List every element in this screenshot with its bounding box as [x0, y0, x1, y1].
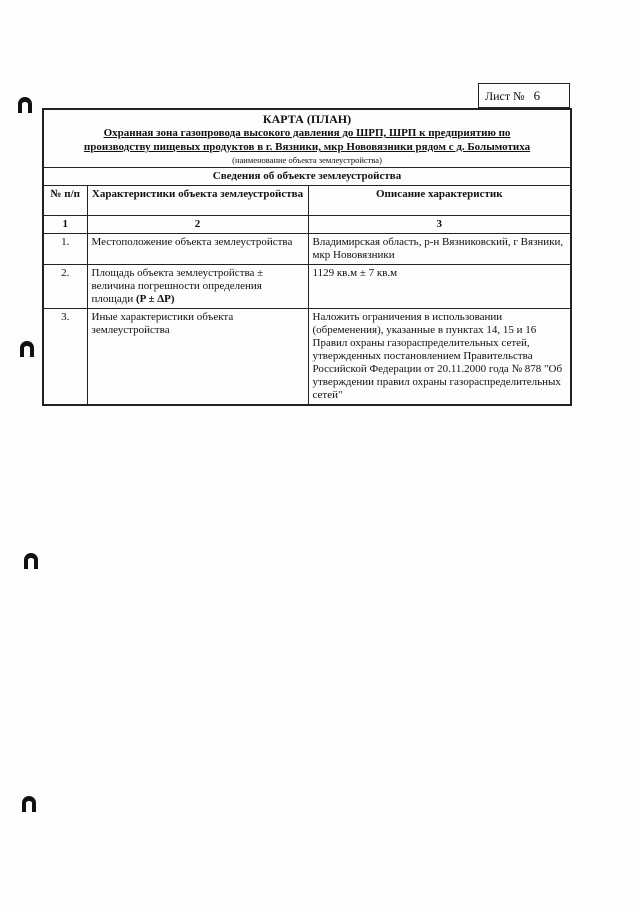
- row-description: 1129 кв.м ± 7 кв.м: [308, 265, 571, 309]
- title-row: [43, 109, 571, 168]
- column-index: 1: [43, 216, 87, 234]
- binder-mark: [24, 553, 38, 569]
- row-characteristic-text: Площадь объекта землеустройства ± величина погрешности определения площади: [91, 267, 264, 305]
- row-description: Владимирская область, р-н Вязниковский, г Вязники, мкр Нововязники: [308, 234, 571, 265]
- object-name-line1: Охранная зона газопровода высокого давления до ШРП, ШРП к предприятию по: [103, 127, 511, 139]
- column-header-no: № п/п: [43, 186, 87, 216]
- title-cell: [43, 109, 571, 168]
- column-index: 3: [308, 216, 571, 234]
- row-characteristic: Иные характеристики объекта землеустройства: [87, 309, 308, 406]
- sheet-label: Лист №: [485, 89, 525, 103]
- table-row: [43, 265, 571, 309]
- section-title: Сведения об объекте землеустройства: [43, 168, 571, 186]
- table-row: [43, 309, 571, 406]
- column-header-characteristics: Характеристики объекта землеустройства: [87, 186, 308, 216]
- document-table: [42, 108, 572, 406]
- sheet-number: 6: [533, 88, 541, 103]
- sheet-number-box: [478, 83, 570, 108]
- row-number: 2.: [43, 265, 87, 309]
- object-name-caption: (наименование объекта землеустройства): [232, 155, 382, 165]
- binder-mark: [18, 97, 32, 113]
- column-index-row: [43, 216, 571, 234]
- row-characteristic: [87, 265, 308, 309]
- row-description: Наложить ограничения в использовании (обременения), указанные в пунктах 14, 15 и 16 Правил охраны газораспределительных сетей, утвержденных постановлением Правительства Российской Федерации от 20.11.2000 года № 878 "Об утверждении правил охраны газораспределительных сетей": [308, 309, 571, 406]
- binder-mark: [20, 341, 34, 357]
- header-row: [43, 186, 571, 216]
- section-row: [43, 168, 571, 186]
- table-row: [43, 234, 571, 265]
- object-name-line2: производству пищевых продуктов в г. Вязники, мкр Нововязники рядом с д. Болымотиха: [83, 141, 531, 153]
- page-title: КАРТА (ПЛАН): [262, 112, 352, 126]
- area-formula: (P ± ΔP): [135, 293, 175, 305]
- column-header-description: Описание характеристик: [308, 186, 571, 216]
- row-number: 3.: [43, 309, 87, 406]
- binder-mark: [22, 796, 36, 812]
- row-characteristic: Местоположение объекта землеустройства: [87, 234, 308, 265]
- row-number: 1.: [43, 234, 87, 265]
- column-index: 2: [87, 216, 308, 234]
